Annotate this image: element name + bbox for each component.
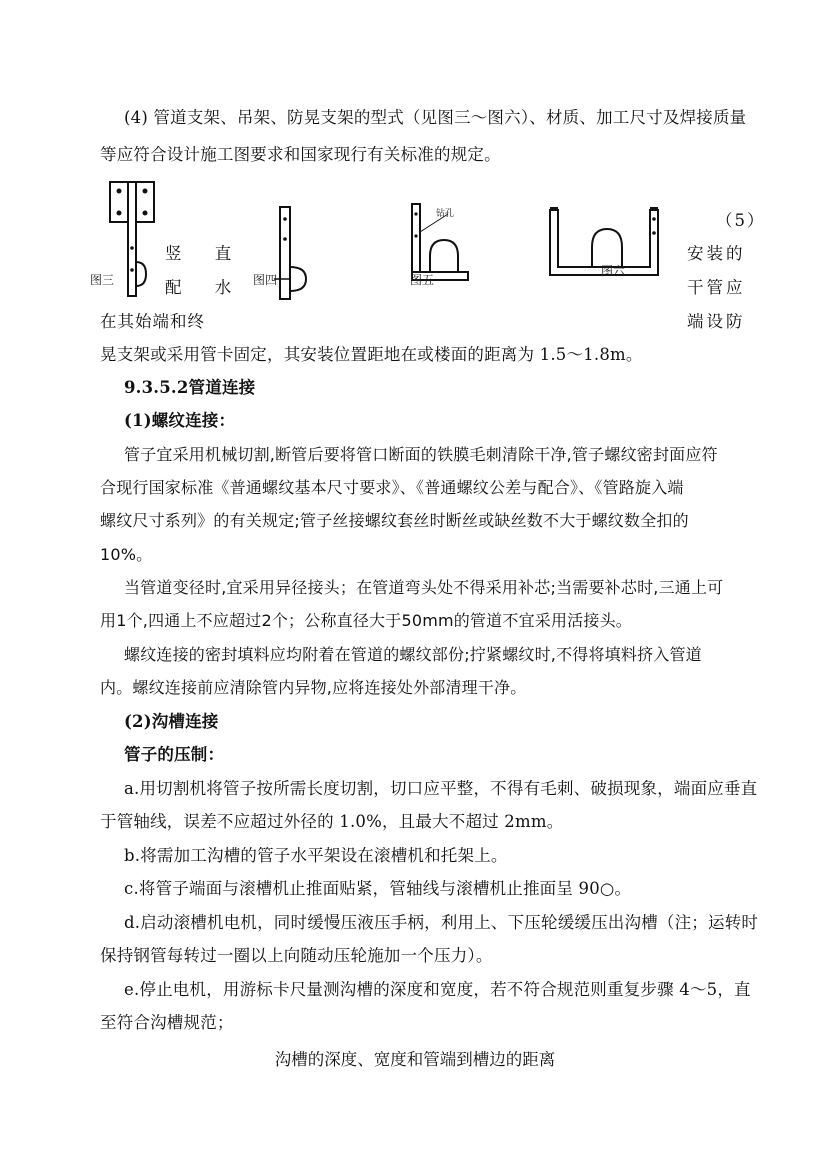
thread-p2-line-1: 当管道变径时,宜采用异径接头；在管道弯头处不得采用补芯;当需要补芯时,三通上可	[124, 578, 724, 597]
thread-p3-line-2: 内。螺纹连接前应清除管内异物,应将连接处外部清理干净。	[100, 678, 527, 697]
support-paragraph-line-1: (4) 管道支架、吊架、防晃支架的型式（见图三～图六）、材质、加工尺寸及焊接质量	[124, 108, 747, 127]
thread-subheading: (1)螺纹连接：	[124, 411, 236, 430]
step-a-line-2: 于管轴线，误差不应超过外径的 1.0%，且最大不超过 2mm。	[100, 812, 564, 831]
figure-5-note: 钻孔	[436, 209, 455, 219]
figure-3-bracket	[106, 178, 166, 303]
riser-wrap-left-3: 在其始端和终	[100, 312, 205, 331]
figure-6-label: 图六	[601, 264, 626, 278]
riser-wrap-left-2: 配 水	[165, 278, 246, 297]
step-a-line-1: a.用切割机将管子按所需长度切割，切口应平整，不得有毛刺、破损现象，端面应垂直	[124, 779, 758, 798]
figure-4-label: 图四	[253, 273, 278, 287]
figure-4-bracket	[270, 205, 320, 305]
step-e-line-2: 至符合沟槽规范；	[100, 1013, 234, 1032]
riser-wrap-right-3: 干管应	[687, 278, 746, 297]
step-c: c.将管子端面与滚槽机止推面贴紧，管轴线与滚槽机止推面呈 90○。	[124, 879, 632, 898]
step-d-line-1: d.启动滚槽机电机，同时缓慢压液压手柄，利用上、下压轮缓缓压出沟槽（注；运转时	[124, 913, 759, 932]
step-b: b.将需加工沟槽的管子水平架设在滚槽机和托架上。	[124, 846, 508, 865]
step-e-line-1: e.停止电机，用游标卡尺量测沟槽的深度和宽度，若不符合规范则重复步骤 4～5，直	[124, 980, 751, 999]
thread-p1-line-1: 管子宜采用机械切割,断管后要将管口断面的铁膜毛刺清除干净,管子螺纹密封面应符	[124, 445, 718, 464]
riser-wrap-right-1: （5）	[716, 211, 766, 230]
thread-p1-line-4: 10%。	[100, 545, 153, 564]
groove-subheading: (2)沟槽连接	[124, 712, 219, 731]
thread-p1-line-3: 螺纹尺寸系列》的有关规定;管子丝接螺纹套丝时断丝或缺丝数不大于螺纹数全扣的	[100, 511, 689, 530]
figure-3-label: 图三	[90, 273, 115, 287]
riser-wrap-left-1: 竖 直	[165, 244, 246, 263]
support-paragraph-line-2: 等应符合设计施工图要求和国家现行有关标准的规定。	[100, 145, 501, 164]
riser-paragraph-end: 晃支架或采用管卡固定，其安装位置距地在或楼面的距离为 1.5～1.8m。	[100, 345, 643, 364]
figure-5-label: 图五	[410, 273, 435, 287]
section-heading: 9.3.5.2管道连接	[124, 378, 256, 397]
step-d-line-2: 保持钢管每转过一圈以上向随动压轮施加一个压力）。	[100, 946, 493, 965]
pipe-press-subheading: 管子的压制：	[124, 745, 225, 764]
thread-p1-line-2: 合现行国家标准《普通螺纹基本尺寸要求》、《普通螺纹公差与配合》、《管路旋入端	[100, 478, 684, 497]
riser-wrap-right-2: 安装的	[687, 244, 746, 263]
groove-caption: 沟槽的深度、宽度和管端到槽边的距离	[274, 1050, 556, 1069]
riser-wrap-right-4: 端设防	[687, 312, 746, 331]
thread-p2-line-2: 用1个,四通上不应超过2个；公称直径大于50mm的管道不宜采用活接头。	[100, 611, 632, 630]
thread-p3-line-1: 螺纹连接的密封填料应均附着在管道的螺纹部份;拧紧螺纹时,不得将填料挤入管道	[124, 645, 702, 664]
